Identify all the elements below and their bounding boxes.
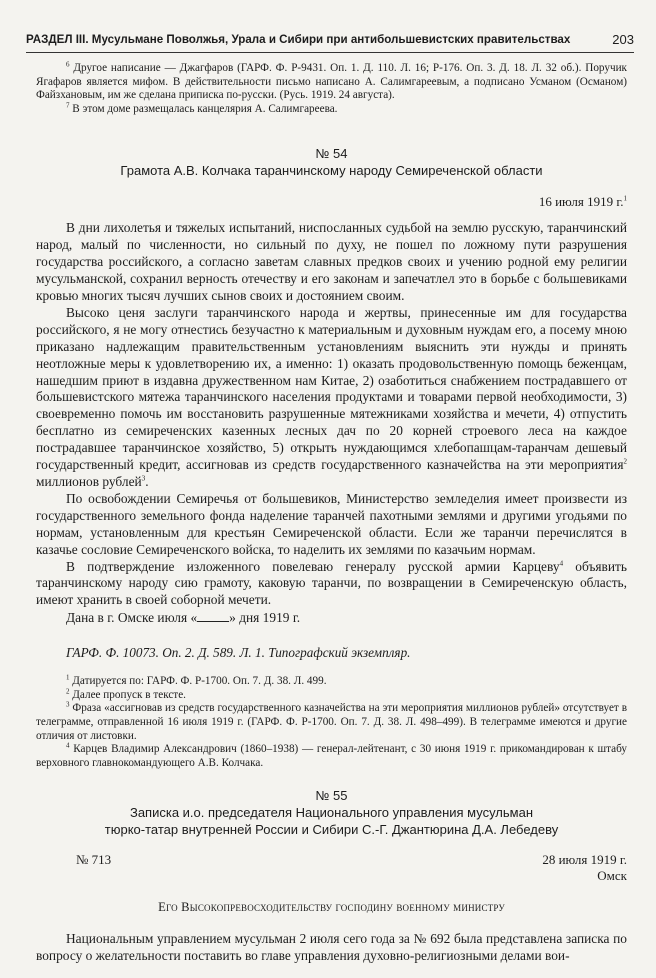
paragraph: По освобождении Семиречья от большевиков, Министерство земледелия имеет произвести из государственного земельного фонда наделение таранчей пахотными землями и другими угодьями по нормам, установленным для крестьян Семиреченской области. Если же таранчи перечислятся в казачье сословие Семиреченского войска, то наделить их землями по казачьим нормам. (36, 490, 627, 557)
registration-number: № 713 (76, 852, 112, 868)
footnote-text: Фраза «ассигновав из средств государственного казначейства на эти мероприятия миллионов рублей» отсутствует в телеграмме, отправленной 16 июля 1919 г. (ГАРФ. Ф. Р-1700. Оп. 7. Д. 38. Л. 498–499). В телеграмме имеются и другие отличия от листовки. (36, 702, 627, 742)
footnote-mark: 6 (66, 60, 70, 69)
footnote-3 (36, 702, 627, 743)
paragraph: Национальным управлением мусульман 2 июля сего года за № 692 была представлена записка по вопросу о желательности поставить во главе управления духовно-религиозными делами вои- (36, 931, 627, 964)
document-place: Омск (597, 868, 627, 884)
footnote-mark: 7 (66, 101, 70, 110)
footnote-mark: 4 (559, 559, 564, 568)
blank-line (197, 609, 229, 622)
footnote-mark: 3 (141, 474, 146, 483)
document-date: 28 июля 1919 г. (542, 852, 627, 868)
footnote-mark: 2 (66, 686, 70, 695)
document-date (36, 193, 627, 211)
paragraph-text: . (145, 473, 149, 489)
footnote-mark: 1 (623, 195, 627, 204)
paragraph (36, 305, 627, 491)
document-body (36, 220, 627, 627)
paragraph-text: миллионов рублей (36, 473, 142, 489)
page-number: 203 (612, 31, 634, 47)
footnote-1 (36, 675, 627, 689)
paragraph (36, 609, 627, 627)
document-meta (36, 852, 627, 884)
paragraph-text: Дана в г. Омске июля « (66, 610, 198, 626)
document-title-line-2: тюрко-татар внутренней России и Сибири С.-Г. Джантюрина Д.А. Лебедеву (104, 822, 559, 838)
document-title-line-1: Записка и.о. председателя Национального управления мусульман (129, 805, 534, 821)
footnote-text: В этом доме размещалась канцелярия А. Салимгареева. (72, 102, 338, 115)
archive-source: ГАРФ. Ф. 10073. Оп. 2. Д. 589. Л. 1. Типографский экземпляр. (66, 645, 411, 661)
footnote-text: Датируется по: ГАРФ. Ф. Р-1700. Оп. 7. Д. 38. Л. 499. (72, 675, 327, 688)
document-number: № 54 (315, 146, 348, 162)
footnote-text: Другое написание — Джагфаров (ГАРФ. Ф. Р-9431. Оп. 1. Д. 110. Л. 16; Р-176. Оп. 3. Д. 18. Л. 32 об.). Поручик Ягафаров является мифом. В действительности письмо написано А. Салимгареевым, а подписано Усманом (Османом) Файзхановым, им же сделана приписка по-русски. (Русь. 1919. 24 августа). (36, 62, 627, 102)
footnote-7 (36, 103, 627, 117)
paragraph: В дни лихолетья и тяжелых испытаний, ниспосланных судьбой на землю русскую, таранчинский народ, малый по численности, но сильный по духу, не пошел по ложному пути разрушения государства российского, а согласно заветам славных предков своих и учению родной ему религии мусульманской, сохранил верность отечеству и его законам и запечатлел это в борьбе с большевиками кровью многих тысяч лучших сынов своих и достоянием своим. (36, 220, 627, 303)
paragraph-text: » дня 1919 г. (229, 610, 301, 626)
addressee: Его Высокопревосходительству господину военному министру (158, 900, 505, 915)
paragraph-text: В подтверждение изложенного повелеваю генералу русской армии Карцеву (66, 558, 560, 574)
footnote-6 (36, 62, 627, 103)
footnote-text: Карцев Владимир Александрович (1860–1938) — генерал-лейтенант, с 30 июня 1919 г. прикомандирован к штабу верховного главнокомандующего А.В. Колчака. (36, 743, 628, 769)
footnote-mark: 4 (66, 741, 70, 750)
running-header (26, 28, 634, 53)
footnote-2 (36, 686, 627, 703)
footnote-text: Далее пропуск в тексте. (72, 688, 186, 701)
page-content (36, 62, 627, 965)
date-text: 16 июля 1919 г. (538, 194, 624, 210)
footnote-mark: 1 (66, 673, 70, 682)
section-title: РАЗДЕЛ III. Мусульмане Поволжья, Урала и Сибири при антибольшевистских правительствах (26, 32, 571, 46)
footnote-mark: 3 (66, 700, 70, 709)
date-place (542, 852, 627, 884)
paragraph-text: Высоко ценя заслуги таранчинского народа и жертвы, принесенные им для государства российского, я не могу отнестись безучастно к материальным и духовным нуждам его, а посему мною приказано надлежащим правительственным установлениям выяснить эти нужды и принять неотложные меры к удовлетворению их, а именно: 1) оказать продовольственную помощь беженцам, нашедшим приют в издавна дружественном нам Китае, 2) озаботиться снабжением пострадавшего от большевистского мятежа таранчинского населения продуктами и товарами первой необходимости, 3) своевременно помочь им восстановить разрушенные мятежниками хозяйства и мечети, 4) отпустить бесплатно из семиреченских казенных лесных дач по 20 корней строевого леса на каждое пострадавшее таранчинское хозяйство, 5) открыть нуждающимся хлебопашцам-таранчам дешевый государственный кредит, ассигновав из средств государственного казначейства на эти мероприятия (36, 304, 627, 473)
document-title: Грамота А.В. Колчака таранчинскому народу Семиреченской области (120, 163, 543, 179)
footnote-mark: 2 (623, 457, 627, 466)
document-body (36, 931, 627, 965)
footnote-4 (36, 743, 627, 770)
paragraph (36, 559, 627, 610)
paragraph-text: объявить таранчинскому народу сию грамоту, каковую таранчи, по возвращении в Семиреченскую область, имеют хранить в своей соборной мечети. (36, 558, 627, 608)
footnotes-block (36, 675, 627, 770)
document-number: № 55 (315, 788, 348, 804)
